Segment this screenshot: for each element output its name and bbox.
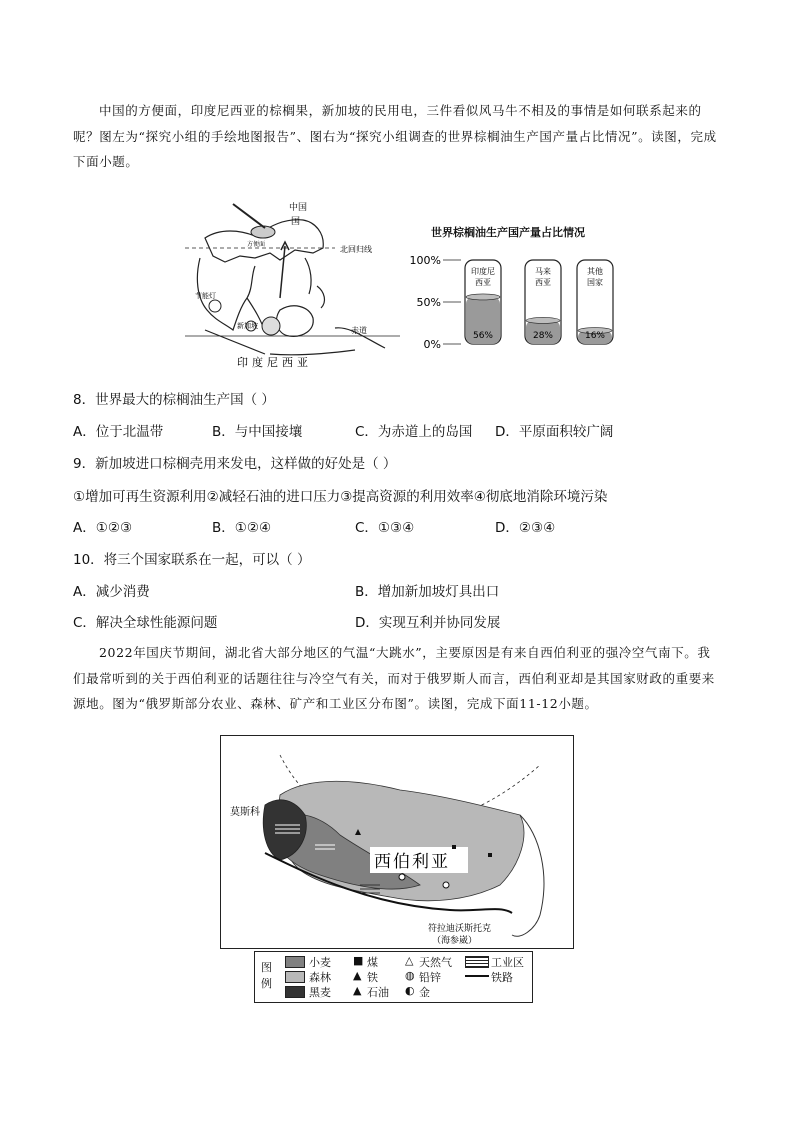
legend-gold: 金 xyxy=(419,986,430,999)
legend-rye: 黑麦 xyxy=(309,986,331,999)
column-label: 马来 xyxy=(535,267,551,276)
q9-option-c[interactable]: C．①③④ xyxy=(355,520,415,536)
equator-label: 赤道 xyxy=(351,326,367,335)
gold-legend-icon: ◐ xyxy=(405,984,415,997)
tick-label: 0% xyxy=(423,338,441,351)
tropic-label: 北回归线 xyxy=(340,245,372,254)
q8-stem: 8．世界最大的棕榈油生产国（ ） xyxy=(73,392,275,408)
column-surface xyxy=(466,294,500,300)
column-value-label: 16% xyxy=(584,331,606,341)
q10-option-a[interactable]: A．减少消费 xyxy=(73,584,150,600)
legend-iron: 铁 xyxy=(367,971,378,984)
iron-legend-icon: ▲ xyxy=(353,969,362,982)
russia-map xyxy=(220,735,574,949)
q10-option-d[interactable]: D．实现互利并协同发展 xyxy=(355,615,501,631)
industrial-swatch xyxy=(465,956,489,968)
oil-legend-icon: ▲ xyxy=(353,984,362,997)
q8-option-c[interactable]: C．为赤道上的岛国 xyxy=(355,424,473,440)
column-value-label: 28% xyxy=(532,331,554,341)
q10-option-b[interactable]: B．增加新加坡灯具出口 xyxy=(355,584,500,600)
q9-option-d[interactable]: D．②③④ xyxy=(495,520,556,536)
wheat-swatch xyxy=(285,956,305,968)
noodle-bowl-icon xyxy=(251,226,275,238)
q9-option-a[interactable]: A．①②③ xyxy=(73,520,133,536)
svg-text:国: 国 xyxy=(291,217,301,227)
forest-swatch xyxy=(285,971,305,983)
legend-leadzinc: 铅锌 xyxy=(419,971,441,984)
vladivostok-alt-label: （海参崴） xyxy=(432,936,478,946)
palm-oil-chart xyxy=(405,222,625,357)
tick-label: 50% xyxy=(416,296,441,309)
moscow-label: 莫斯科 xyxy=(230,807,260,818)
column-value-label: 56% xyxy=(472,331,494,341)
legend-gas: 天然气 xyxy=(419,956,452,969)
legend-forest: 森林 xyxy=(309,971,331,984)
legend-wheat: 小麦 xyxy=(309,956,331,969)
column-label: 西亚 xyxy=(535,278,551,287)
siberia-label: 西伯利亚 xyxy=(374,852,450,872)
chart-title: 世界棕榈油生产国产量占比情况 xyxy=(431,226,585,239)
q9-stem: 9．新加坡进口棕榈壳用来发电，这样做的好处是（ ） xyxy=(73,456,397,472)
coal-legend-icon: ■ xyxy=(353,954,364,967)
q9-option-b[interactable]: B．①②④ xyxy=(212,520,272,536)
coal-icon xyxy=(452,845,456,849)
column-label: 其他 xyxy=(587,267,603,276)
rye-swatch xyxy=(285,986,305,998)
column-label: 国家 xyxy=(587,278,603,287)
indonesia-label: 印度尼西亚 xyxy=(237,356,312,369)
q8-option-b[interactable]: B．与中国接壤 xyxy=(212,424,303,440)
column-label: 印度尼 xyxy=(471,267,495,276)
lamp-label: 节能灯 xyxy=(195,292,216,300)
map-legend xyxy=(254,951,533,1003)
chart-canvas xyxy=(405,222,625,352)
china-label: 中国 xyxy=(289,203,308,213)
legend-industrial: 工业区 xyxy=(491,956,524,969)
hand-drawn-map xyxy=(185,198,405,370)
legend-title: 图例 xyxy=(261,961,272,990)
intro-paragraph-2: 2022年国庆节期间，湖北省大部分地区的气温“大跳水”，主要原因是有来自西伯利亚的强冷空气南下。我们最常听到的关于西伯利亚的话题往往与冷空气有关，而对于俄罗斯人而言，西伯利亚却是其国家财政的重要来源地。图为“俄罗斯部分农业、森林、矿产和工业区分布图”。读图，完成下面11-12小题。 xyxy=(73,645,715,712)
tick-label: 100% xyxy=(409,254,441,267)
q9-items: ①增加可再生资源利用②减轻石油的进口压力③提高资源的利用效率④彻底地消除环境污染 xyxy=(73,489,608,505)
q8-option-a[interactable]: A．位于北温带 xyxy=(73,424,164,440)
column-label: 西亚 xyxy=(475,278,491,287)
leadzinc-legend-icon: ◍ xyxy=(405,969,415,982)
q10-option-c[interactable]: C．解决全球性能源问题 xyxy=(73,615,218,631)
gold-icon xyxy=(399,874,405,880)
railway-swatch xyxy=(465,975,489,977)
lamp-icon xyxy=(209,300,221,312)
column-surface xyxy=(526,317,560,323)
q10-stem: 10．将三个国家联系在一起，可以（ ） xyxy=(73,552,311,568)
gas-legend-icon: △ xyxy=(405,954,414,967)
q8-option-d[interactable]: D．平原面积较广阔 xyxy=(495,424,614,440)
palm-fruit-icon xyxy=(262,317,280,335)
singapore-label: 新加坡 xyxy=(237,322,258,330)
intro-paragraph-1: 中国的方便面，印度尼西亚的棕榈果，新加坡的民用电，三件看似风马牛不相及的事情是如何联系起来的呢？图左为“探究小组的手绘地图报告”、图右为“探究小组调查的世界棕榈油生产国产量占比情况”。读图，完成下面小题。 xyxy=(73,103,717,170)
legend-railway: 铁路 xyxy=(491,971,513,984)
legend-oil: 石油 xyxy=(367,986,389,999)
legend-coal: 煤 xyxy=(367,956,378,969)
vladivostok-label: 符拉迪沃斯托克 xyxy=(428,924,492,934)
noodle-label: 方便面 xyxy=(247,241,266,248)
